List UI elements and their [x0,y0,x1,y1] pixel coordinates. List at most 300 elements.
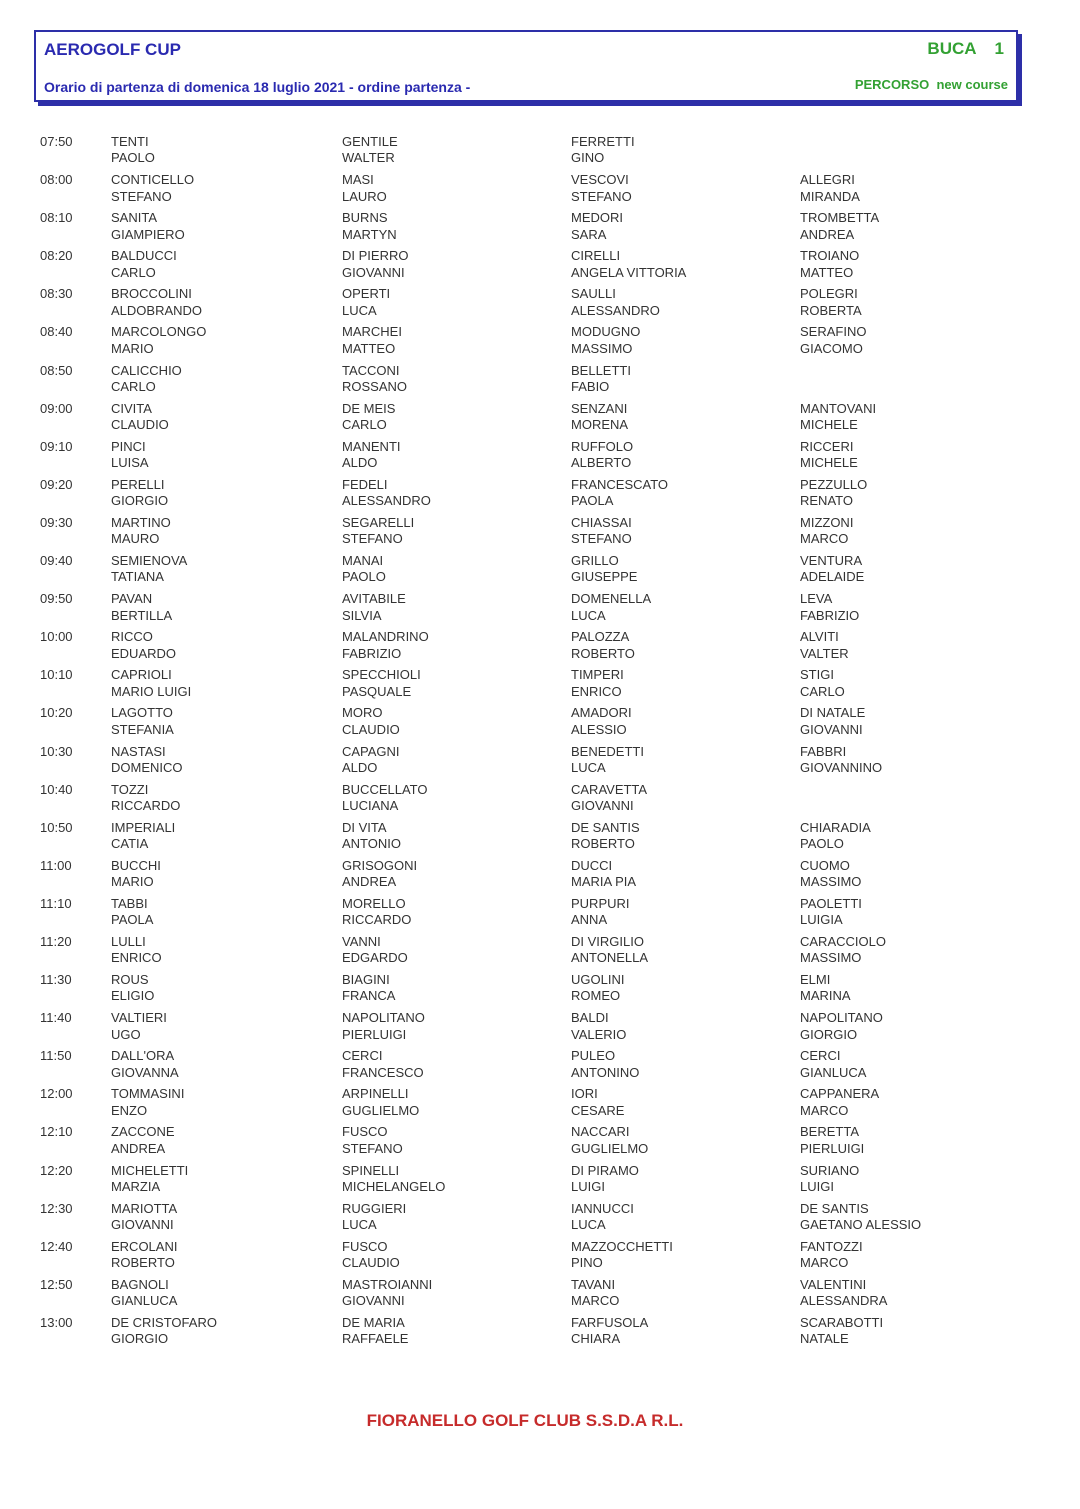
player-firstname: MARCO [800,531,849,547]
player-surname: IMPERIALI [111,819,176,835]
player-firstname: ANDREA [800,226,855,242]
player-surname: SPINELLI [342,1162,400,1178]
player-surname: BURNS [342,210,388,226]
player-firstname: RENATO [800,493,853,509]
player-entry [342,515,414,548]
tee-time-row [0,856,1080,894]
player-firstname: GIANLUCA [800,1064,867,1080]
player-firstname: ADELAIDE [800,569,865,585]
player-surname: VANNI [342,933,381,949]
tee-time: 11:00 [40,857,72,873]
player-surname: FABBRI [800,743,847,759]
tee-time: 09:40 [40,553,73,569]
player-firstname: LUCIANA [342,798,399,813]
tee-time-row [0,818,1080,856]
player-surname: NAPOLITANO [800,1010,883,1026]
player-surname: CAPPANERA [800,1086,880,1102]
player-entry [111,858,161,891]
tee-time-row [0,284,1080,322]
tee-time: 12:10 [40,1124,73,1140]
player-firstname: BERTILLA [111,607,173,623]
player-firstname: PAOLA [571,493,614,509]
player-surname: TROMBETTA [800,210,880,226]
player-entry [571,248,686,281]
player-surname: UGOLINI [571,972,625,988]
player-surname: DALL'ORA [111,1048,175,1064]
tee-time: 12:50 [40,1276,73,1292]
player-surname: ALLEGRI [800,172,855,188]
player-entry [571,1277,619,1310]
player-entry [111,210,185,243]
player-entry [342,1277,432,1310]
tee-time: 12:40 [40,1238,73,1254]
player-entry [800,439,858,472]
tee-time-row [0,132,1080,170]
player-surname: DE SANTIS [571,819,640,835]
tee-time: 08:10 [40,210,73,226]
player-entry [111,896,153,929]
player-entry [571,858,636,891]
player-entry [342,1010,425,1043]
player-entry [342,363,407,396]
player-surname: TAVANI [571,1276,616,1292]
player-firstname: GAETANO ALESSIO [800,1217,922,1233]
player-surname: TOMMASINI [111,1086,185,1102]
player-surname: ZACCONE [111,1124,175,1140]
tee-time-row [0,437,1080,475]
player-entry [571,1315,648,1348]
schedule-subtitle: Orario di partenza di domenica 18 luglio 2021 - ordine partenza - [44,79,471,95]
player-entry [342,896,411,929]
player-surname: MORO [342,705,383,721]
player-surname: PURPURI [571,895,630,911]
player-surname: POLEGRI [800,286,858,302]
player-firstname: ALDO [342,455,378,471]
player-entry [800,972,851,1005]
player-surname: VESCOVI [571,172,629,188]
player-entry [111,705,174,738]
player-surname: MIZZONI [800,514,854,530]
player-surname: AMADORI [571,705,632,721]
tee-time: 11:50 [40,1048,72,1064]
player-entry [342,705,400,738]
player-firstname: CARLO [111,264,156,280]
player-firstname: STEFANO [342,1140,403,1156]
player-firstname: UGO [111,1026,141,1042]
player-firstname: ROBERTO [111,1255,175,1271]
player-entry [571,629,635,662]
player-firstname: WALTER [342,150,395,166]
player-firstname: DOMENICO [111,759,183,775]
player-firstname: ROBERTO [571,836,635,852]
tee-time: 11:40 [40,1010,72,1026]
tee-time-row [0,246,1080,284]
player-surname: MARCHEI [342,324,402,340]
player-surname: CAPRIOLI [111,667,172,683]
player-surname: FANTOZZI [800,1238,863,1254]
player-surname: NASTASI [111,743,166,759]
player-entry [111,667,191,700]
player-surname: GRILLO [571,553,619,569]
player-entry [571,1201,634,1234]
player-firstname: NATALE [800,1331,849,1347]
player-firstname: MICHELE [800,417,858,433]
player-firstname: LUCA [571,759,606,775]
player-entry [800,629,849,662]
player-firstname: GIOVANNI [111,1217,174,1233]
player-firstname: CLAUDIO [342,1255,400,1271]
tee-time: 08:30 [40,286,73,302]
player-firstname: MICHELE [800,455,858,471]
player-surname: MAZZOCCHETTI [571,1238,673,1254]
player-entry [800,1086,879,1119]
player-surname: LAGOTTO [111,705,173,721]
player-firstname: GIACOMO [800,340,863,356]
player-surname: CUOMO [800,857,850,873]
player-entry [342,629,429,662]
player-firstname: PAOLO [342,569,386,585]
player-entry [800,858,861,891]
player-entry [111,439,149,472]
player-firstname: MAURO [111,531,160,547]
player-firstname: CLAUDIO [342,721,400,737]
player-surname: CARACCIOLO [800,933,886,949]
player-firstname: MARCO [800,1255,849,1271]
player-entry [800,1010,883,1043]
player-entry [111,820,175,853]
player-firstname: ANNA [571,912,608,928]
player-surname: PALOZZA [571,629,630,645]
player-firstname: CARLO [111,378,156,394]
tee-time: 08:20 [40,248,73,264]
player-firstname: LUCA [571,607,606,623]
player-firstname: MASSIMO [800,874,862,890]
header-box [34,30,1018,102]
player-entry [342,439,401,472]
player-entry [342,591,406,624]
player-surname: ERCOLANI [111,1238,178,1254]
player-entry [800,744,882,777]
player-firstname: MORENA [571,417,629,433]
player-firstname: GIOVANNINO [800,759,883,775]
player-entry [800,1201,921,1234]
player-surname: AVITABILE [342,591,406,607]
player-entry [111,744,183,777]
tee-time: 07:50 [40,134,73,149]
player-entry [571,1048,639,1081]
tournament-title: AEROGOLF CUP [44,40,181,59]
player-entry [111,172,194,205]
player-surname: NACCARI [571,1124,630,1140]
player-surname: CALICCHIO [111,362,182,378]
player-surname: VALENTINI [800,1276,867,1292]
player-entry [571,477,668,510]
player-firstname: GUGLIELMO [342,1102,420,1118]
player-surname: BERETTA [800,1124,859,1140]
player-firstname: GIORGIO [800,1026,858,1042]
player-firstname: LUCA [342,302,377,318]
player-surname: MANAI [342,553,384,569]
player-firstname: ANDREA [111,1140,166,1156]
player-firstname: ANTONIO [342,836,401,852]
player-surname: FRANCESCATO [571,476,669,492]
tee-time: 09:50 [40,591,73,607]
player-firstname: PIERLUIGI [342,1026,407,1042]
player-surname: MEDORI [571,210,623,226]
player-surname: BAGNOLI [111,1276,169,1292]
player-firstname: GIANLUCA [111,1293,178,1309]
player-firstname: MIRANDA [800,188,860,204]
player-firstname: MASSIMO [800,950,862,966]
tee-time-row [0,742,1080,780]
player-firstname: MATTEO [342,340,396,356]
tee-time-row [0,170,1080,208]
player-firstname: MARIA PIA [571,874,637,890]
player-entry [571,820,640,853]
player-firstname: STEFANO [111,188,172,204]
player-entry [800,667,845,700]
player-entry [342,401,395,434]
tee-time: 11:20 [40,933,72,949]
player-entry [571,1239,673,1272]
player-surname: SENZANI [571,400,628,416]
tee-time: 08:40 [40,324,73,340]
player-entry [342,1163,445,1196]
player-firstname: EDGARDO [342,950,408,966]
player-firstname: CLAUDIO [111,417,169,433]
player-firstname: MICHELANGELO [342,1178,446,1194]
player-entry [571,553,637,586]
player-firstname: ANTONELLA [571,950,649,966]
player-firstname: MARIO [111,340,154,356]
tee-time: 09:10 [40,438,73,454]
player-entry [111,1201,177,1234]
player-surname: STIGI [800,667,834,683]
player-entry [342,1315,408,1348]
player-surname: MANENTI [342,438,401,454]
player-surname: GENTILE [342,134,398,149]
player-firstname: ANGELA VITTORIA [571,264,687,280]
player-firstname: ROBERTA [800,302,862,318]
player-surname: FUSCO [342,1124,388,1140]
player-firstname: CHIARA [571,1331,621,1347]
player-firstname: STEFANO [571,188,632,204]
tee-time: 09:00 [40,400,73,416]
player-firstname: PIERLUIGI [800,1140,865,1156]
tee-time-row [0,551,1080,589]
player-entry [111,1086,184,1119]
player-entry [342,934,408,967]
player-firstname: MASSIMO [571,340,633,356]
tee-time-row [0,1275,1080,1313]
player-entry [342,248,408,281]
player-firstname: STEFANO [342,531,403,547]
player-entry [800,515,853,548]
player-surname: DI PIRAMO [571,1162,639,1178]
player-entry [342,1239,400,1272]
player-surname: CONTICELLO [111,172,195,188]
player-surname: GRISOGONI [342,857,418,873]
player-entry [111,477,168,510]
tee-time-row [0,894,1080,932]
player-entry [111,972,154,1005]
course-indicator [855,77,1008,92]
hole-indicator [927,39,1004,59]
player-surname: OPERTI [342,286,391,302]
player-firstname: MARIO [111,874,154,890]
player-firstname: GIORGIO [111,1331,169,1347]
tee-time: 11:10 [40,895,72,911]
player-entry [800,896,862,929]
player-entry [571,896,630,929]
player-entry [111,363,182,396]
tee-time: 10:00 [40,629,73,645]
player-firstname: VALTER [800,645,849,661]
tee-time-row [0,399,1080,437]
player-entry [342,210,397,243]
player-entry [342,324,402,357]
player-firstname: FABRIZIO [342,645,402,661]
player-entry [800,210,879,243]
player-surname: FARFUSOLA [571,1314,649,1330]
player-entry [111,553,187,586]
tee-time-row [0,589,1080,627]
player-surname: IANNUCCI [571,1200,634,1216]
player-surname: SCARABOTTI [800,1314,884,1330]
player-entry [111,591,172,624]
player-entry [800,934,886,967]
player-firstname: GIAMPIERO [111,226,185,242]
player-entry [111,324,206,357]
player-entry [342,1124,403,1157]
player-surname: PEZZULLO [800,476,868,492]
player-surname: PAVAN [111,591,153,607]
player-entry [800,324,866,357]
player-surname: RUGGIERI [342,1200,407,1216]
player-entry [342,820,401,853]
tee-time-row [0,361,1080,399]
player-surname: MASTROIANNI [342,1276,433,1292]
player-entry [571,515,632,548]
player-firstname: CESARE [571,1102,625,1118]
player-surname: ROUS [111,972,149,988]
player-entry [571,210,623,243]
tee-time-row [0,1046,1080,1084]
player-entry [111,782,180,815]
player-entry [571,705,632,738]
player-entry [571,172,632,205]
player-surname: CHIARADIA [800,819,871,835]
player-firstname: MARIO LUIGI [111,683,192,699]
player-entry [571,782,647,815]
player-firstname: FRANCESCO [342,1064,424,1080]
player-firstname: ALESSIO [571,721,627,737]
tee-time-row [0,1237,1080,1275]
player-entry [342,1086,419,1119]
player-entry [111,134,155,167]
player-surname: RICCO [111,629,153,645]
tee-time: 10:30 [40,743,73,759]
player-surname: MANTOVANI [800,400,877,416]
player-surname: IORI [571,1086,598,1102]
player-firstname: LAURO [342,188,387,204]
player-surname: TABBI [111,895,148,911]
player-surname: MARCOLONGO [111,324,207,340]
tee-time: 10:50 [40,819,73,835]
player-entry [111,1239,177,1272]
player-surname: DI PIERRO [342,248,409,264]
tee-time-row [0,703,1080,741]
player-surname: CAPAGNI [342,743,400,759]
player-surname: BALDUCCI [111,248,177,264]
tee-time-row [0,970,1080,1008]
player-entry [111,1163,188,1196]
player-firstname: MATTEO [800,264,854,280]
player-surname: BROCCOLINI [111,286,192,302]
tee-time: 09:30 [40,514,73,530]
player-surname: ELMI [800,972,831,988]
player-entry [800,1315,883,1348]
tee-time: 08:50 [40,362,73,378]
tee-time: 08:00 [40,172,73,188]
player-surname: LULLI [111,933,146,949]
tee-time: 13:00 [40,1314,73,1330]
player-surname: TENTI [111,134,149,149]
player-entry [111,248,177,281]
player-firstname: ROMEO [571,988,621,1004]
tee-time-row [0,208,1080,246]
player-surname: CIVITA [111,400,152,416]
player-surname: BALDI [571,1010,609,1026]
player-firstname: CARLO [342,417,387,433]
player-surname: PINCI [111,438,146,454]
tee-time: 12:00 [40,1086,73,1102]
player-entry [342,744,400,777]
player-firstname: GUGLIELMO [571,1140,649,1156]
player-surname: PERELLI [111,476,165,492]
player-entry [342,858,417,891]
player-surname: SEGARELLI [342,514,415,530]
player-firstname: MARZIA [111,1178,161,1194]
tee-time-row [0,932,1080,970]
player-entry [342,134,398,167]
tee-time: 10:10 [40,667,73,683]
player-firstname: PINO [571,1255,603,1271]
player-entry [571,1124,648,1157]
player-firstname: PAOLO [111,150,155,166]
player-firstname: GINO [571,150,605,166]
player-firstname: RAFFAELE [342,1331,409,1347]
player-surname: CARAVETTA [571,781,648,797]
player-entry [111,286,202,319]
tee-time-row [0,627,1080,665]
player-firstname: ALBERTO [571,455,632,471]
player-surname: SURIANO [800,1162,860,1178]
player-firstname: FRANCA [342,988,396,1004]
hole-label: BUCA [927,39,977,58]
player-surname: PULEO [571,1048,616,1064]
player-entry [800,477,867,510]
player-surname: BELLETTI [571,362,631,378]
tee-time-row [0,513,1080,551]
player-surname: DE MARIA [342,1314,405,1330]
player-entry [111,515,171,548]
player-entry [800,401,876,434]
player-entry [111,1010,167,1043]
player-firstname: ANDREA [342,874,397,890]
player-surname: SANITA [111,210,157,226]
player-surname: DI VITA [342,819,387,835]
